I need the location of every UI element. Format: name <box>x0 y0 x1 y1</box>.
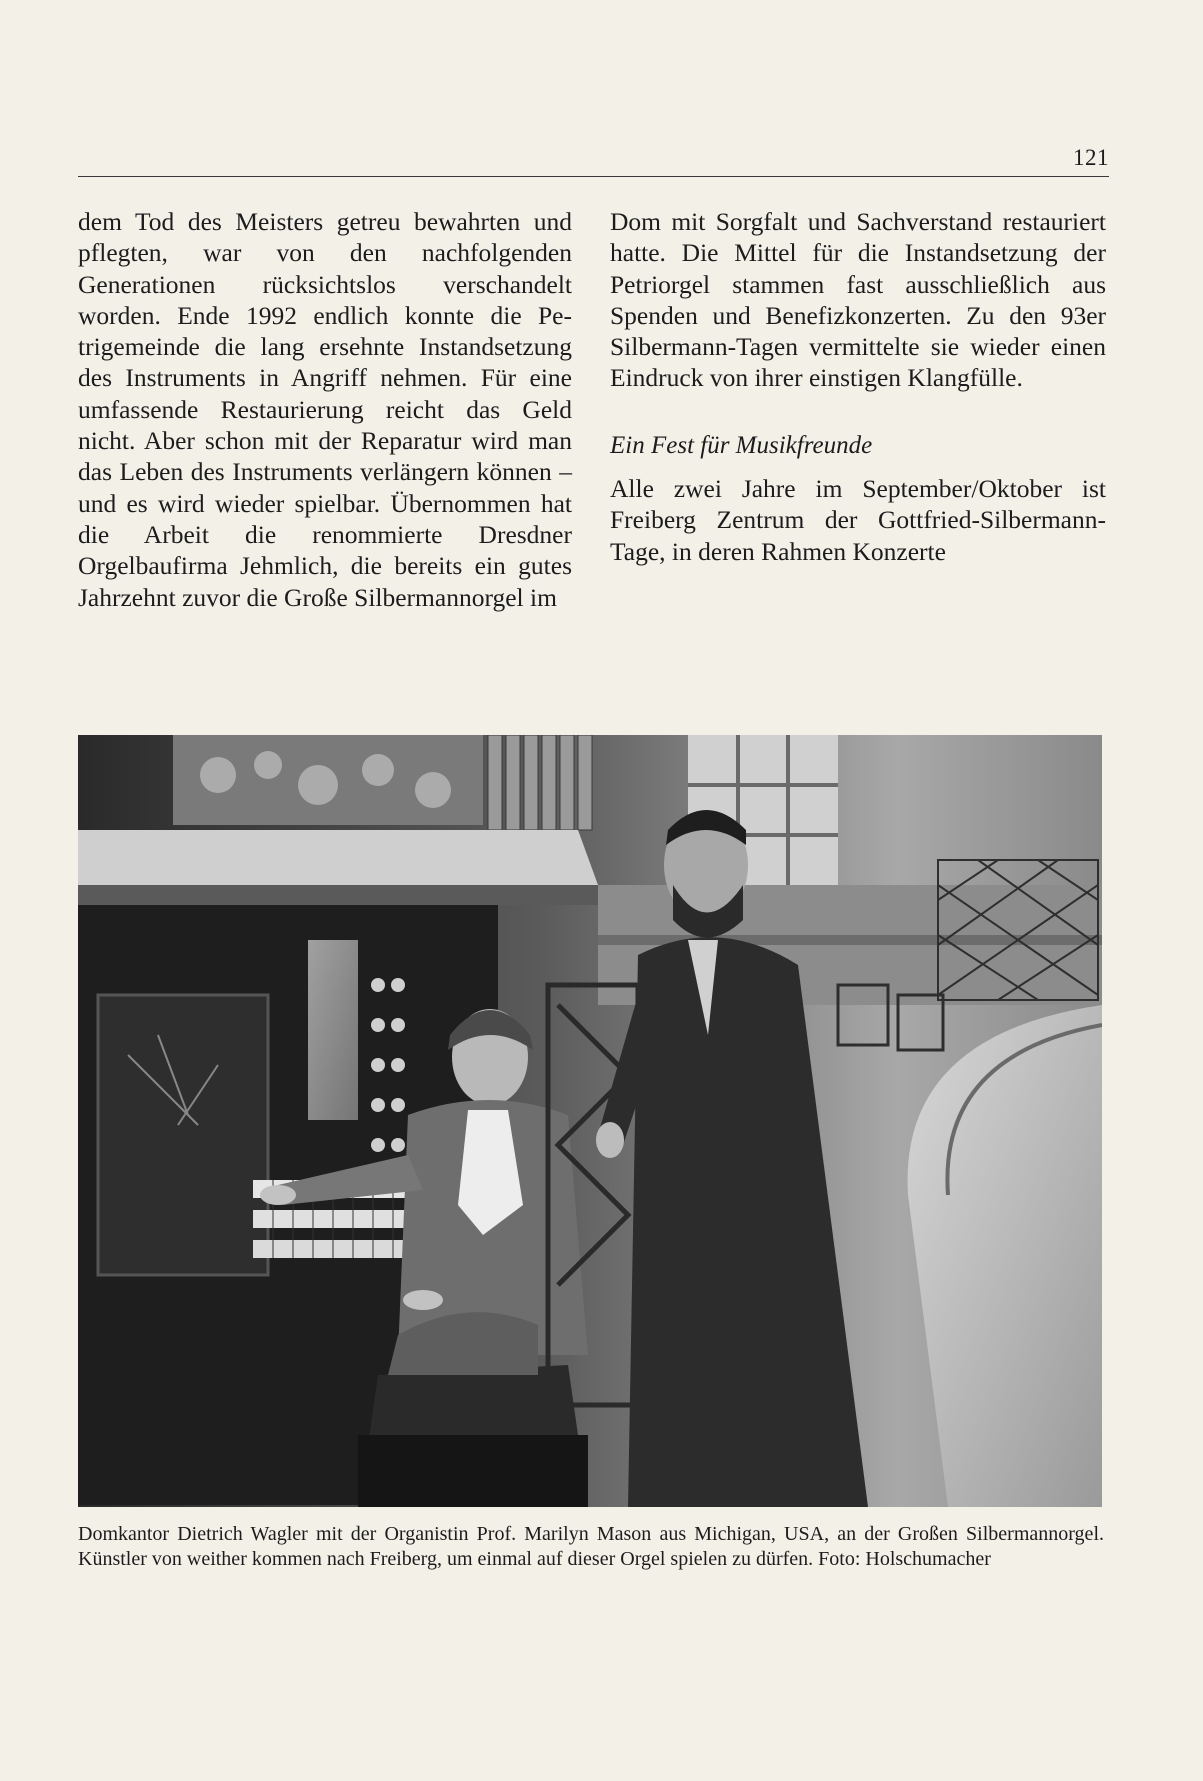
organ-photo <box>78 735 1102 1507</box>
right-column-paragraph-2: Alle zwei Jahre im September/Oktober ist Freiberg Zentrum der Gottfried-Silbermann-Tage, in deren Rahmen Konzerte <box>610 474 1106 566</box>
page-number: 121 <box>1073 145 1109 170</box>
organ-photo-illustration <box>78 735 1102 1507</box>
right-column-paragraph-1: Dom mit Sorgfalt und Sachverstand restauriert hatte. Die Mittel für die Instandsetzung der Petriorgel stammen fast ausschließlich aus Spenden und Benefizkonzerten. Zu den 93er Silbermann-Tagen vermittelte sie wieder einen Eindruck von ihrer einstigen Klangfülle. <box>610 207 1106 393</box>
photo-caption: Domkantor Dietrich Wagler mit der Organistin Prof. Marilyn Mason aus Michigan, USA, an der Großen Silbermannorgel. Künstler von weither kommen nach Freiberg, um einmal auf dieser Orgel spielen zu dürfen. Foto: Holschumacher <box>78 1523 1104 1570</box>
right-column <box>610 206 1106 567</box>
left-column <box>78 206 572 613</box>
left-column-text: dem Tod des Meisters getreu bewahrten und pflegten, war von den nachfolgenden Generationen rücksichtslos verschandelt worden. Ende 1992 endlich konnte die Petrigemeinde die lang ersehnte Instandsetzung des Instruments in Angriff nehmen. Für eine umfassende Restaurierung reicht das Geld nicht. Aber schon mit der Reparatur wird man das Leben des Instruments verlängern können – und es wird wieder spielbar. Übernommen hat die Arbeit die renommierte Dresdner Orgelbaufirma Jehmlich, die bereits ein gutes Jahrzehnt zuvor die Große Silbermannorgel im <box>78 207 572 612</box>
section-subheading: Ein Fest für Musikfreunde <box>610 431 873 459</box>
header-rule <box>78 176 1109 177</box>
